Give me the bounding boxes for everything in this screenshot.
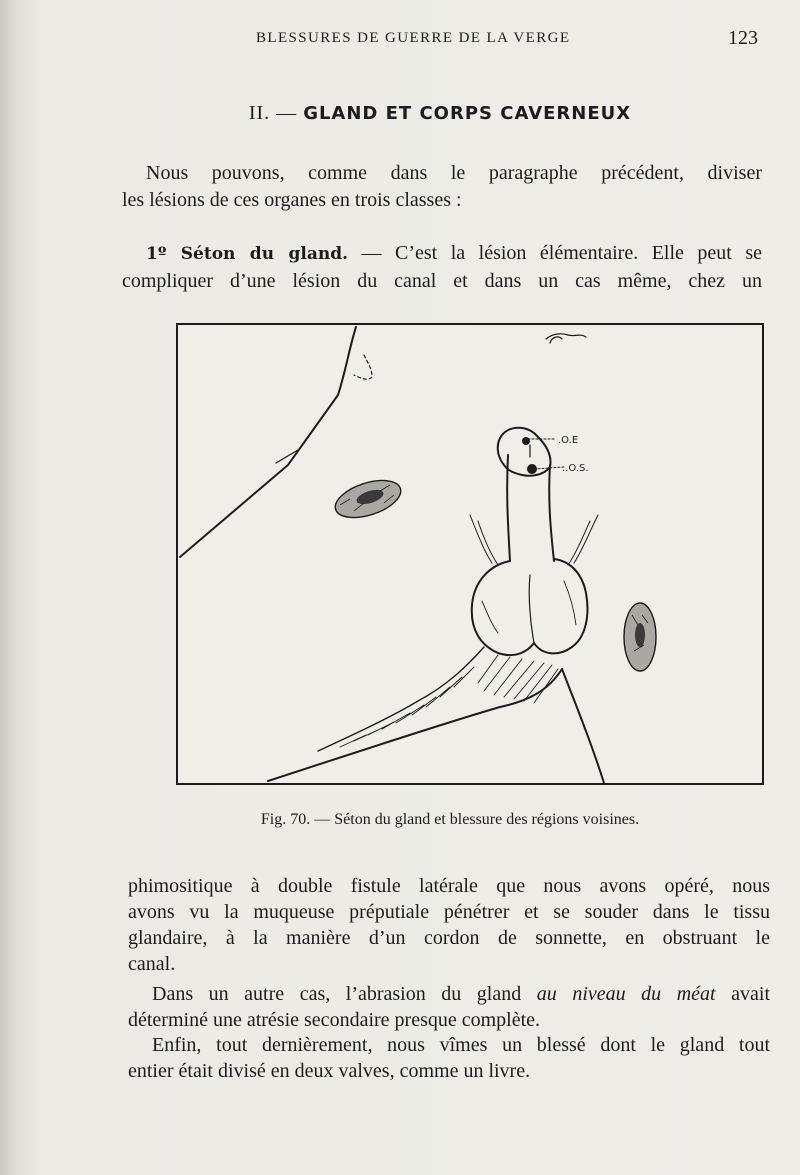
item1-paragraph: [122, 240, 762, 295]
figure-illustration: [176, 323, 764, 785]
continuation-line-4: canal.: [128, 953, 176, 975]
section-heading: GLAND ET CORPS CAVERNEUX: [303, 103, 632, 124]
para2-line-2: déterminé une atrésie secondaire presque complète.: [128, 1009, 541, 1031]
item1-lead: 1º Séton du gland.: [146, 244, 348, 264]
intro-line-2: les lésions de ces organes en trois classes :: [122, 189, 462, 211]
intro-paragraph: [122, 160, 762, 214]
section-title: [0, 102, 800, 125]
figure-caption-text: — Séton du gland et blessure des régions voisines.: [310, 811, 640, 828]
label-oe: .O.E: [558, 435, 579, 446]
paragraph-2: [128, 981, 770, 1033]
para3-line-1: Enfin, tout dernièrement, nous vîmes un blessé dont le gland tout: [152, 1034, 770, 1056]
left-thigh-wound: [331, 473, 406, 524]
item1-line-1-rest: — C’est la lésion élémentaire. Elle peut se: [348, 242, 762, 264]
continuation-line-1: phimositique à double fistule latérale que nous avons opéré, nous: [128, 875, 770, 897]
right-thigh-wound: [624, 603, 656, 671]
para2-line-1-start: Dans un autre cas, l’abrasion du gland: [152, 983, 537, 1005]
intro-line-1: Nous pouvons, comme dans le paragraphe précédent, diviser: [146, 162, 762, 184]
continuation-paragraph: [128, 873, 770, 977]
page-number: 123: [728, 27, 758, 49]
perineum-contour: [268, 669, 562, 781]
section-number: II. —: [248, 102, 298, 124]
para2-line-1-end: avait: [715, 983, 771, 1005]
item1-line-2: compliquer d’une lésion du canal et dans un cas même, chez un: [122, 270, 762, 292]
entry-orifice: [522, 437, 530, 445]
para2-italic: au niveau du méat: [536, 983, 716, 1005]
exit-orifice: [527, 464, 537, 474]
item1-line-1: [122, 240, 762, 268]
figure-caption: [0, 811, 800, 829]
left-thigh-contour: [180, 327, 356, 557]
continuation-line-2: avons vu la muqueuse préputiale pénétrer et se souder dans le tissu: [128, 901, 770, 923]
figure-drawing: [178, 325, 764, 785]
figure-caption-label: Fig. 70.: [260, 811, 311, 828]
paragraph-3: [128, 1032, 770, 1084]
para3-line-2: entier était divisé en deux valves, comme un livre.: [128, 1060, 531, 1082]
running-head: BLESSURES DE GUERRE DE LA VERGE: [256, 30, 571, 46]
right-thigh-contour: [562, 669, 604, 783]
penis-shaft-right: [549, 465, 554, 561]
continuation-line-3: glandaire, à la manière d’un cordon de sonnette, en obstruant le: [128, 927, 770, 949]
para2-line-1: [128, 981, 770, 1007]
label-os: ..O.S.: [562, 463, 589, 474]
